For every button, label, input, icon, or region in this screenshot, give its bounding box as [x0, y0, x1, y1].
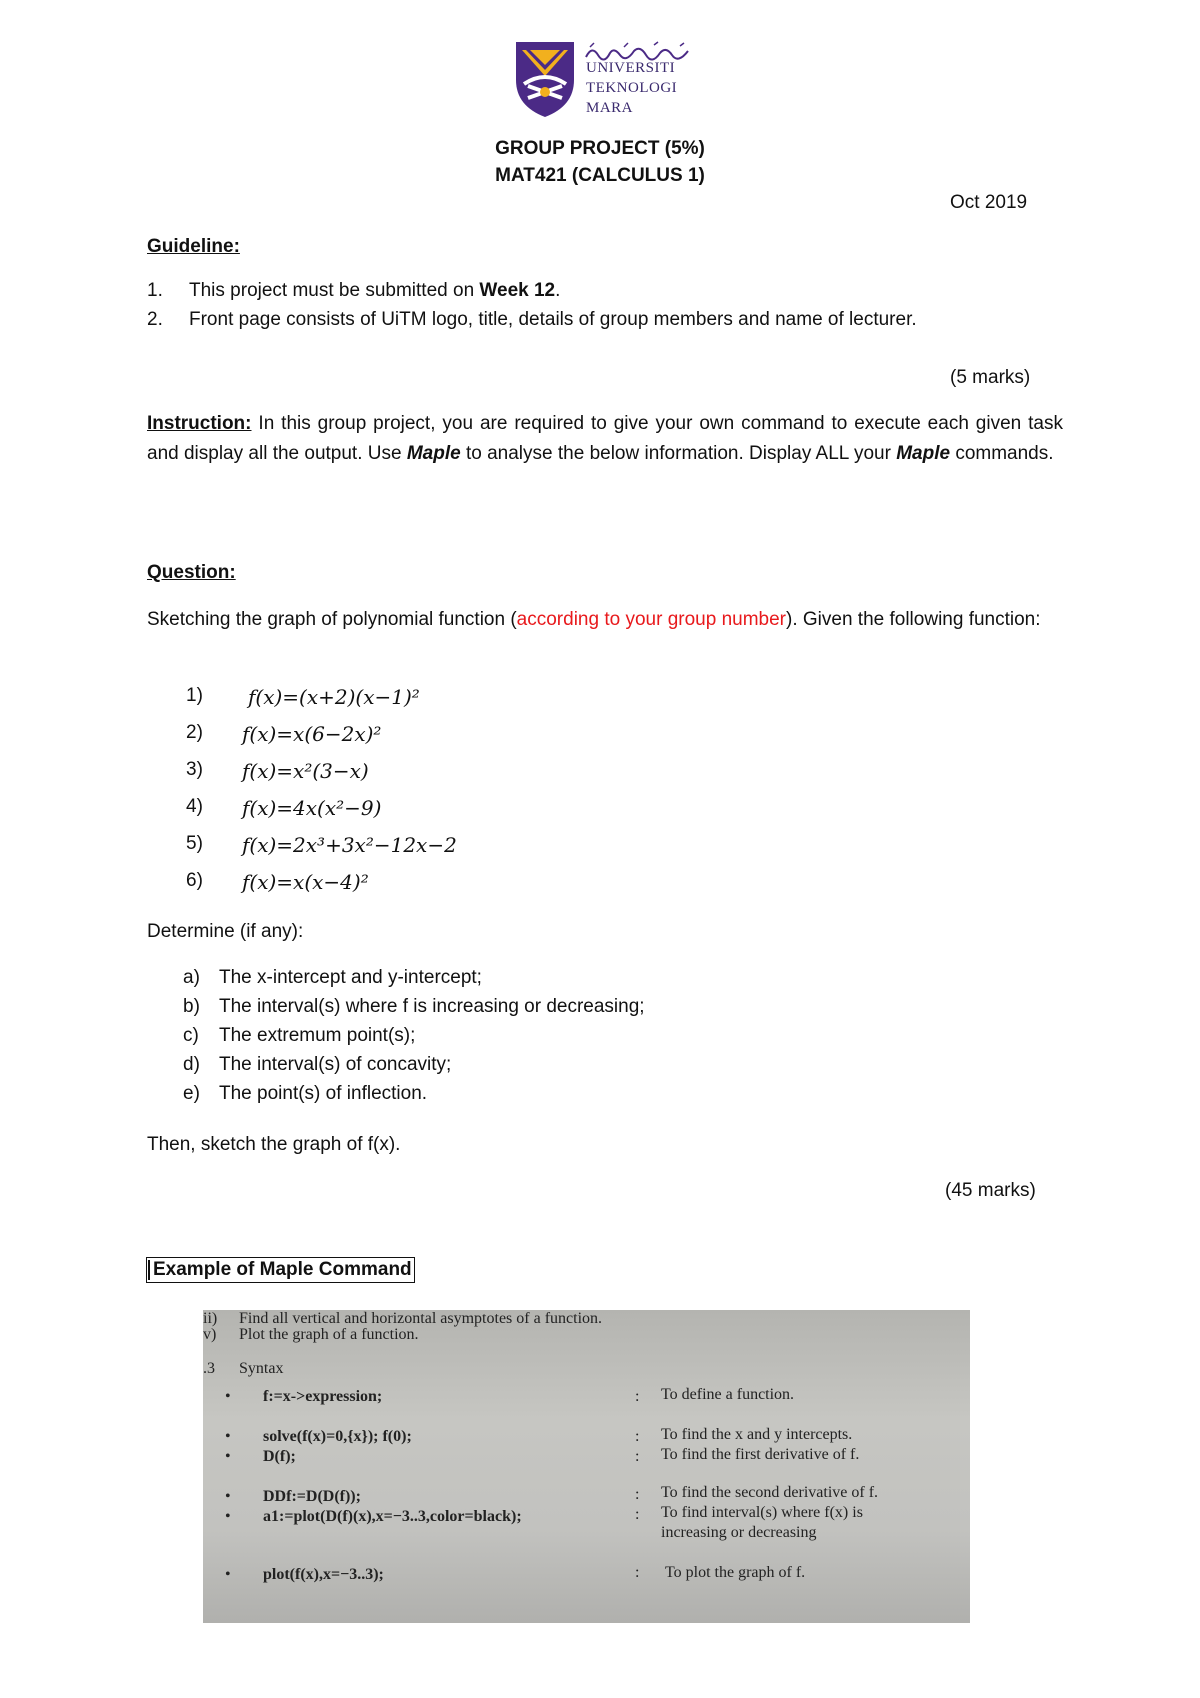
task-text-e: The point(s) of inflection. — [219, 1083, 428, 1104]
instruction-text-2: to analyse the below information. Display ALL your — [460, 443, 897, 464]
bullet-icon: • — [225, 1428, 231, 1445]
function-expr-2: f(x)=x(6−2x)² — [242, 722, 382, 746]
document-date: Oct 2019 — [950, 192, 1028, 213]
task-text-c: The extremum point(s); — [219, 1025, 416, 1046]
function-expr-1: f(x)=(x+2)(x−1)² — [248, 685, 420, 709]
function-num-6: 6) — [186, 870, 203, 891]
function-expr-6: f(x)=x(x−4)² — [242, 870, 369, 894]
determine-label: Determine (if any): — [147, 921, 304, 942]
instruction-maple-1: Maple — [406, 443, 461, 464]
project-title: GROUP PROJECT (5%) — [495, 138, 705, 159]
task-text-a: The x-intercept and y-intercept; — [219, 967, 482, 988]
task-label-c: c) — [183, 1025, 199, 1046]
bullet-icon: • — [225, 1448, 231, 1465]
colon-3: : — [635, 1448, 640, 1465]
colon-6: : — [635, 1564, 640, 1581]
logo-line-2: TEKNOLOGI — [586, 80, 678, 96]
photo-section-title: Syntax — [239, 1360, 284, 1377]
task-text-b: The interval(s) where f is increasing or decreasing; — [219, 996, 645, 1017]
maple-cmd-2: solve(f(x)=0,{x}); f(0); — [263, 1428, 412, 1445]
photo-section-num: .3 — [203, 1360, 215, 1377]
photo-line-ii-text: Find all vertical and horizontal asymptotes of a function. — [239, 1310, 603, 1327]
guideline-heading: Guideline: — [147, 236, 240, 257]
guideline-item-2 — [147, 309, 917, 331]
maple-syntax-photo — [203, 1310, 970, 1623]
question-intro — [147, 605, 1063, 635]
bullet-icon: • — [225, 1508, 231, 1525]
guideline-item-1-text-b: . — [555, 280, 561, 301]
guideline-item-2-num: 2. — [147, 309, 163, 330]
maple-cmd-5: a1:=plot(D(f)(x),x=−3..3,color=black); — [263, 1508, 522, 1525]
task-label-d: d) — [183, 1054, 200, 1075]
colon-2: : — [635, 1428, 640, 1445]
task-label-e: e) — [183, 1083, 200, 1104]
photo-line-ii-num: ii) — [203, 1310, 218, 1327]
question-heading: Question: — [147, 562, 236, 583]
instruction-maple-2: Maple — [896, 443, 951, 464]
function-num-2: 2) — [186, 722, 203, 743]
maple-desc-5b: increasing or decreasing — [661, 1524, 817, 1541]
function-num-4: 4) — [186, 796, 203, 817]
bullet-icon: • — [225, 1488, 231, 1505]
function-num-1: 1) — [186, 685, 203, 706]
course-title: MAT421 (CALCULUS 1) — [495, 165, 705, 186]
maple-cmd-6: plot(f(x),x=−3..3); — [263, 1566, 384, 1583]
question-intro-after: ). Given the following function: — [786, 609, 1041, 630]
guideline-item-1-week: Week 12 — [479, 280, 556, 301]
maple-cmd-1: f:=x->expression; — [263, 1388, 383, 1405]
maple-desc-6: To plot the graph of f. — [665, 1564, 806, 1581]
task-label-a: a) — [183, 967, 200, 988]
function-expr-3: f(x)=x²(3−x) — [242, 759, 369, 783]
example-title: Example of Maple Command — [146, 1257, 415, 1283]
function-expr-4: f(x)=4x(x²−9) — [242, 796, 382, 820]
photo-line-v-text: Plot the graph of a function. — [239, 1326, 419, 1343]
guideline-item-2-text: Front page consists of UiTM logo, title, details of group members and name of lecturer. — [189, 309, 917, 330]
question-intro-red: according to your group number — [516, 609, 786, 630]
maple-desc-2: To find the x and y intercepts. — [661, 1426, 853, 1443]
guideline-item-1-num: 1. — [147, 280, 163, 301]
uitm-logo — [514, 40, 694, 120]
sketch-instruction: Then, sketch the graph of f(x). — [147, 1134, 401, 1155]
uitm-shield-emblem — [514, 40, 576, 118]
maple-desc-1: To define a function. — [661, 1386, 795, 1403]
maple-desc-5: To find interval(s) where f(x) is — [661, 1504, 863, 1521]
maple-desc-4: To find the second derivative of f. — [661, 1484, 879, 1501]
guideline-item-1-text-a: This project must be submitted on — [189, 280, 480, 301]
logo-wordmark — [586, 58, 677, 118]
guideline-item-1 — [147, 280, 561, 302]
bullet-icon: • — [225, 1566, 231, 1583]
colon-5: : — [635, 1506, 640, 1523]
colon-4: : — [635, 1486, 640, 1503]
question-intro-before: Sketching the graph of polynomial function ( — [147, 609, 517, 630]
instruction-text-3: commands. — [950, 443, 1054, 464]
instruction-label: Instruction: — [147, 413, 252, 434]
function-num-3: 3) — [186, 759, 203, 780]
function-expr-5: f(x)=2x³+3x²−12x−2 — [242, 833, 457, 857]
maple-desc-3: To find the first derivative of f. — [661, 1446, 860, 1463]
guideline-marks: (5 marks) — [950, 367, 1031, 388]
task-text-d: The interval(s) of concavity; — [219, 1054, 452, 1075]
instruction-paragraph — [147, 409, 1063, 469]
colon-1: : — [635, 1388, 640, 1405]
maple-cmd-3: D(f); — [263, 1448, 296, 1465]
guideline-item-1-text — [189, 280, 560, 302]
bullet-icon: • — [225, 1388, 231, 1405]
photo-line-v-num: v) — [203, 1326, 217, 1343]
logo-line-3: MARA — [586, 100, 634, 116]
instruction-text-1: In this group project, you are required to give your own command to execute each given task and display all the output. Use — [147, 413, 1063, 464]
function-num-5: 5) — [186, 833, 203, 854]
logo-line-1: UNIVERSITI — [586, 60, 676, 76]
maple-cmd-4: DDf:=D(D(f)); — [263, 1488, 361, 1505]
task-label-b: b) — [183, 996, 200, 1017]
question-marks: (45 marks) — [945, 1180, 1036, 1201]
